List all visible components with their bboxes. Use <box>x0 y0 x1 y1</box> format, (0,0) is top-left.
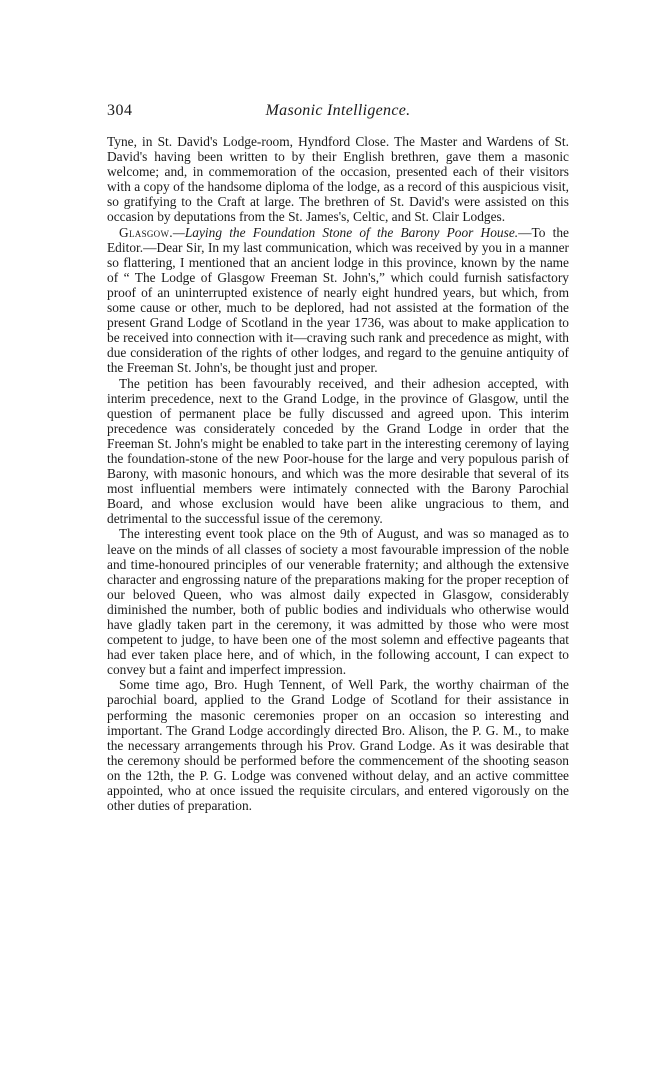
paragraph-4: The interesting event took place on the 9th of August, and was so managed as to leave on the minds of all classes of society a most favourable impression of the noble and time-honoured principles of our venerable fraternity; and although the extensive character and engrossing nature of the preparations making for the proper reception of our beloved Queen, who was almost daily expected in Glasgow, considerably diminished the number, both of public bodies and individuals who otherwise would have gladly taken part in the ceremony, it was admitted by those who were most competent to judge, to have been one of the most solemn and effective pageants that had ever taken place here, and of which, in the following account, I can expect to convey but a faint and imperfect impression. <box>107 526 569 678</box>
paragraph-2-heading: —Laying the Foundation Stone of the Barony Poor House. <box>172 224 519 240</box>
paragraph-3: The petition has been favourably received, and their adhesion accepted, with interim precedence, next to the Grand Lodge, in the province of Glasgow, until the question of permanent place be fully discussed and agreed upon. This interim precedence was considerately conceded by the Grand Lodge in order that the Freeman St. John's might be enabled to take part in the interesting ceremony of laying the foundation-stone of the new Poor-house for the large and very populous parish of Barony, with masonic honours, and which was the more desirable that several of its most influential members were intimately connected with the Barony Parochial Board, and whose exclusion would have been alike ungracious to them, and detrimental to the successful issue of the ceremony. <box>107 375 569 527</box>
paragraph-2 <box>107 225 569 376</box>
book-page <box>107 102 569 813</box>
paragraph-2-text: —To the Editor.—Dear Sir, In my last communication, which was received by you in a manner so flattering, I mentioned that an ancient lodge in this province, known by the name of “ The Lodge of Glasgow Freeman St. John's,” which could furnish satisfactory proof of an uninterrupted existence of nearly eight hundred years, but which, from some cause or other, much to be deplored, had not assisted at the formation of the present Grand Lodge of Scotland in the year 1736, was about to make application to be received into connection with it—craving such rank and precedence as might, with due consideration of the rights of other lodges, and regard to the genuine antiquity of the Freeman St. John's, be thought just and proper. <box>107 224 569 376</box>
paragraph-1: Tyne, in St. David's Lodge-room, Hyndford Close. The Master and Wardens of St. David's having been written to by their English brethren, gave them a masonic welcome; and, in commemoration of the occasion, presented each of their visitors with a copy of the handsome diploma of the lodge, as a record of this auspicious visit, so gratifying to the Craft at large. The brethren of St. David's were assisted on this occasion by deputations from the St. James's, Celtic, and St. Clair Lodges. <box>107 134 569 225</box>
page-number: 304 <box>107 102 133 119</box>
body-text <box>107 134 569 813</box>
running-head <box>107 102 569 126</box>
running-title: Masonic Intelligence. <box>265 102 411 119</box>
paragraph-2-place: Glasgow. <box>119 224 173 240</box>
paragraph-5: Some time ago, Bro. Hugh Tennent, of Well Park, the worthy chairman of the parochial board, applied to the Grand Lodge of Scotland for their assistance in performing the masonic ceremonies proper on an occasion so interesting and important. The Grand Lodge accordingly directed Bro. Alison, the P. G. M., to make the necessary arrangements through his Prov. Grand Lodge. As it was desirable that the ceremony should be performed before the commencement of the shooting season on the 12th, the P. G. Lodge was convened without delay, and an active committee appointed, who at once issued the requisite circulars, and entered vigorously on the other duties of preparation. <box>107 677 569 814</box>
